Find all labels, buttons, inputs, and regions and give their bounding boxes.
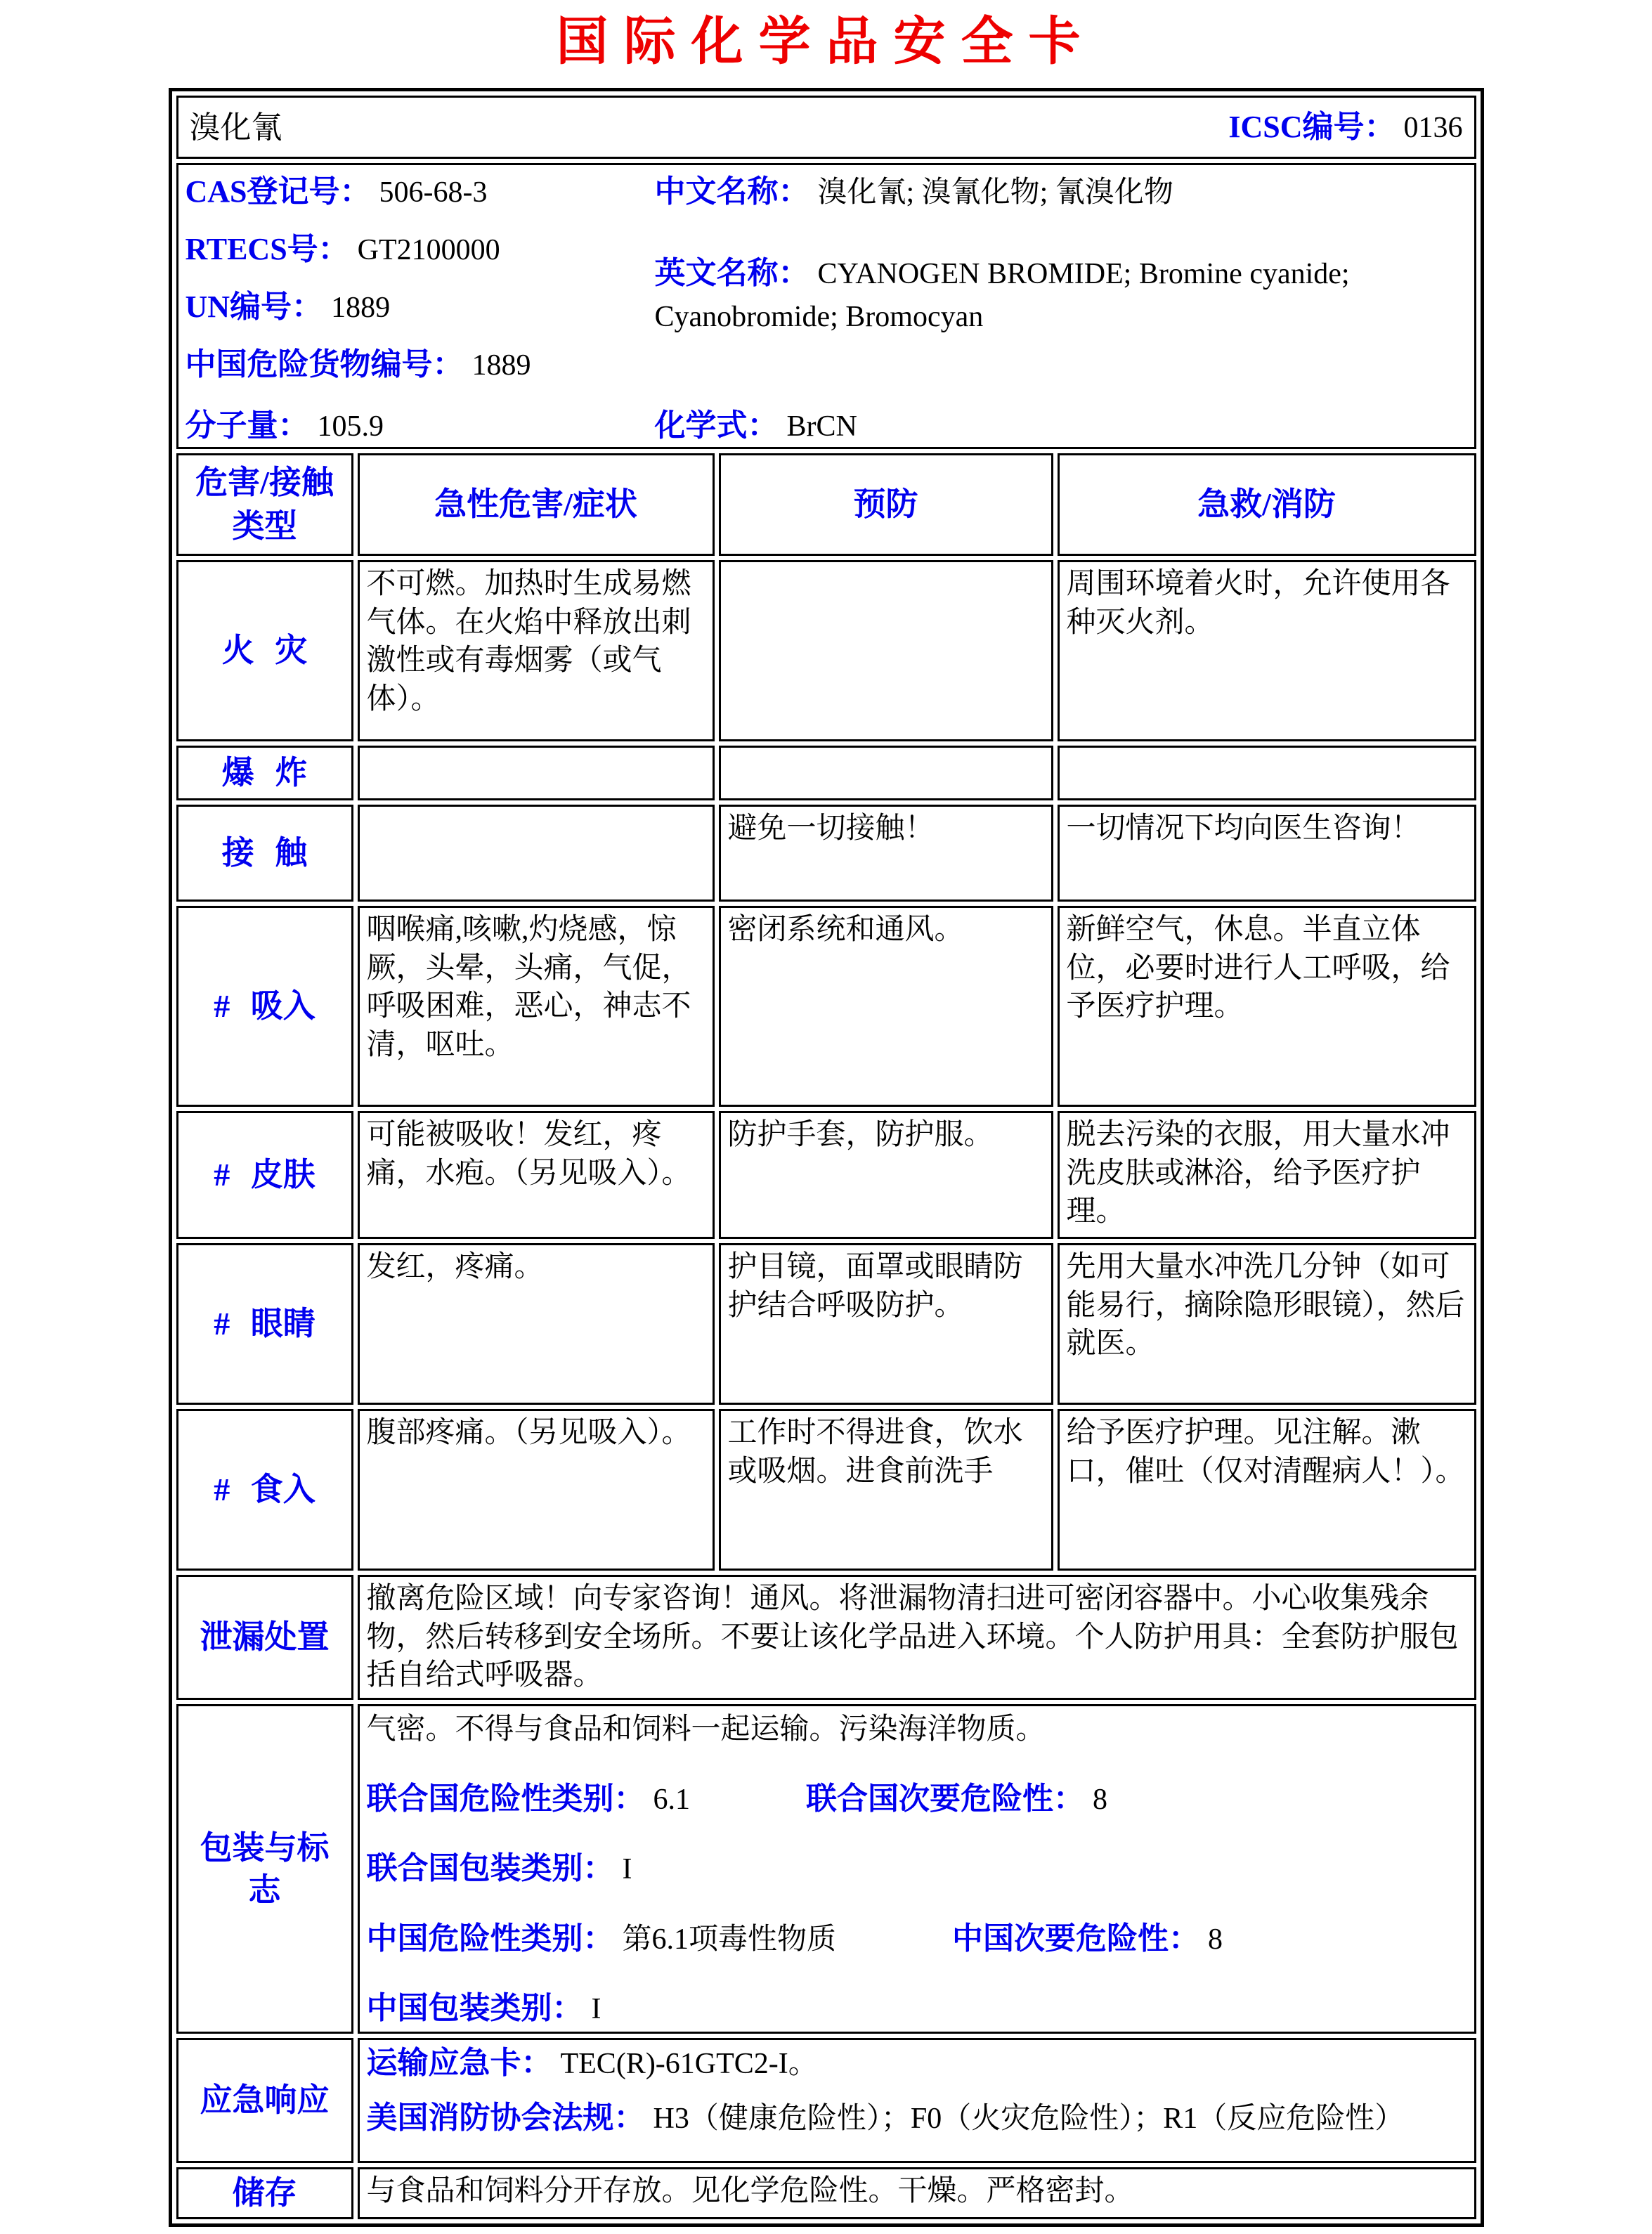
emergency-response-row <box>176 2038 1476 2163</box>
china-packing-group-line <box>367 1988 1467 2029</box>
packaging-labelling-content <box>358 1704 1476 2034</box>
ingestion-symptoms: 腹部疼痛。（另见吸入）。 <box>358 1409 715 1571</box>
icsc-number-group <box>1228 107 1462 148</box>
storage-label: 储存 <box>176 2167 353 2219</box>
china-subsidiary-risk-value: 8 <box>1208 1923 1223 1956</box>
identifiers-cell <box>176 163 1476 449</box>
header-hazard-type <box>176 453 353 556</box>
skin-label: # 皮肤 <box>176 1111 353 1239</box>
china-hazard-class-line <box>367 1918 1467 1959</box>
un-number-label: UN编号： <box>185 289 323 324</box>
identifiers-row <box>176 163 1476 449</box>
spill-disposal-row <box>176 1575 1476 1700</box>
chemical-formula-value: BrCN <box>786 410 857 443</box>
hazard-row-eyes <box>176 1243 1476 1405</box>
china-subsidiary-risk-label: 中国次要危险性： <box>952 1921 1200 1956</box>
chemical-formula-line <box>655 405 1467 446</box>
chinese-name-label: 中文名称： <box>654 174 809 209</box>
china-dg-number-value: 1889 <box>471 349 531 382</box>
emergency-response-content <box>358 2038 1476 2163</box>
un-number-value: 1889 <box>331 291 391 324</box>
cas-number-value: 506-68-3 <box>379 176 488 209</box>
explosion-label: 爆 炸 <box>176 746 353 800</box>
fire-prevention <box>719 560 1053 741</box>
un-hazard-class-label: 联合国危险性类别： <box>366 1781 645 1816</box>
chemical-name: 溴化氰 <box>189 110 282 145</box>
eyes-prevention: 护目镜，面罩或眼睛防护结合呼吸防护。 <box>719 1243 1053 1405</box>
header-prevention: 预防 <box>719 453 1053 556</box>
nfpa-code-line <box>367 2098 1467 2138</box>
chemical-formula-label: 化学式： <box>654 408 779 443</box>
nfpa-code-value: H3（健康危险性）；F0（火灾危险性）；R1（反应危险性） <box>653 2102 1405 2135</box>
rtecs-number-line <box>186 227 655 272</box>
ingestion-prevention: 工作时不得进食，饮水或吸烟。进食前洗手 <box>719 1409 1053 1571</box>
header-symptoms: 急性危害/症状 <box>358 453 715 556</box>
english-name-line <box>655 251 1467 339</box>
fire-first-aid: 周围环境着火时，允许使用各种灭火剂。 <box>1058 560 1476 741</box>
un-packing-group-label: 联合国包装类别： <box>366 1851 614 1886</box>
transport-emergency-card-label: 运输应急卡： <box>366 2046 552 2080</box>
explosion-symptoms <box>358 746 715 800</box>
ingestion-first-aid: 给予医疗护理。见注解。漱口，催吐（仅对清醒病人！）。 <box>1058 1409 1476 1571</box>
transport-emergency-card-value: TEC(R)-61GTC2-I。 <box>560 2048 818 2080</box>
skin-symptoms: 可能被吸收！发红，疼痛，水疱。（另见吸入）。 <box>358 1111 715 1239</box>
rtecs-number-value: GT2100000 <box>357 233 500 266</box>
explosion-first-aid <box>1058 746 1476 800</box>
china-hazard-class-label: 中国危险性类别： <box>366 1921 614 1956</box>
rtecs-number-label: RTECS号： <box>185 231 349 266</box>
un-packing-group-line <box>367 1848 1467 1889</box>
molecular-weight-value: 105.9 <box>317 410 384 443</box>
name-cell <box>176 96 1476 159</box>
chinese-name-value: 溴化氰; 溴氰化物; 氰溴化物 <box>817 176 1173 209</box>
china-packing-group-value: I <box>591 1993 601 2026</box>
english-name-value: CYANOGEN BROMIDE; Bromine cyanide; Cyanobromide; Bromocyan <box>654 257 1350 333</box>
packaging-labelling-row <box>176 1704 1476 2034</box>
nfpa-code-label: 美国消防协会法规： <box>366 2100 645 2135</box>
contact-first-aid: 一切情况下均向医生咨询！ <box>1058 805 1476 902</box>
fire-label: 火 灾 <box>176 560 353 741</box>
hazard-row-inhalation <box>176 906 1476 1107</box>
un-hazard-class-value: 6.1 <box>653 1783 690 1816</box>
skin-prevention: 防护手套，防护服。 <box>719 1111 1053 1239</box>
eyes-first-aid: 先用大量水冲洗几分钟（如可能易行，摘除隐形眼镜），然后就医。 <box>1058 1243 1476 1405</box>
storage-text: 与食品和饲料分开存放。见化学危险性。干燥。严格密封。 <box>358 2167 1476 2219</box>
un-subsidiary-risk-label: 联合国次要危险性： <box>806 1781 1084 1816</box>
eyes-label: # 眼睛 <box>176 1243 353 1405</box>
icsc-card-table <box>169 88 1484 2227</box>
identifiers-left-column <box>186 169 655 405</box>
hazard-header-row <box>176 453 1476 556</box>
molecular-weight-line <box>186 405 655 446</box>
inhalation-first-aid: 新鲜空气，休息。半直立体位，必要时进行人工呼吸，给予医疗护理。 <box>1058 906 1476 1107</box>
un-subsidiary-risk-value: 8 <box>1093 1783 1107 1816</box>
identifiers-right-column <box>655 169 1467 405</box>
molecular-weight-label: 分子量： <box>185 408 309 443</box>
inhalation-label: # 吸入 <box>176 906 353 1107</box>
hazard-row-skin <box>176 1111 1476 1239</box>
identifiers-grid <box>186 168 1467 450</box>
cas-number-line <box>186 169 655 214</box>
name-flex <box>186 100 1467 154</box>
spill-disposal-text: 撤离危险区域！向专家咨询！通风。将泄漏物清扫进可密闭容器中。小心收集残余物，然后转移到安全场所。不要让该化学品进入环境。个人防护用具：全套防护服包括自给式呼吸器。 <box>358 1575 1476 1700</box>
hazard-row-fire <box>176 560 1476 741</box>
skin-first-aid: 脱去污染的衣服，用大量水冲洗皮肤或淋浴，给予医疗护理。 <box>1058 1111 1476 1239</box>
header-first-aid: 急救/消防 <box>1058 453 1476 556</box>
ingestion-label: # 食入 <box>176 1409 353 1571</box>
un-number-line <box>186 285 655 330</box>
page-title: 国际化学品安全卡 <box>556 13 1096 71</box>
un-packing-group-value: I <box>622 1853 632 1886</box>
icsc-number-value: 0136 <box>1403 112 1463 145</box>
header-hazard-type-line1: 危害/接触 <box>195 465 334 501</box>
hazard-row-ingestion <box>176 1409 1476 1571</box>
icsc-number-label: ICSC编号： <box>1228 110 1396 145</box>
spill-disposal-label: 泄漏处置 <box>176 1575 353 1700</box>
packaging-intro: 气密。不得与食品和饲料一起运输。污染海洋物质。 <box>366 1713 1046 1746</box>
un-hazard-class-line <box>367 1779 1467 1819</box>
hazard-row-explosion <box>176 746 1476 800</box>
storage-row <box>176 2167 1476 2219</box>
eyes-symptoms: 发红，疼痛。 <box>358 1243 715 1405</box>
china-dg-number-line <box>186 342 655 387</box>
cas-number-label: CAS登记号： <box>185 174 371 209</box>
header-hazard-type-line2: 类型 <box>232 508 297 545</box>
inhalation-symptoms: 咽喉痛,咳嗽,灼烧感，惊厥，头晕，头痛，气促，呼吸困难，恶心，神志不清，呕吐。 <box>358 906 715 1107</box>
inhalation-prevention: 密闭系统和通风。 <box>719 906 1053 1107</box>
china-packing-group-label: 中国包装类别： <box>366 1991 583 2026</box>
china-dg-number-label: 中国危险货物编号： <box>185 346 464 382</box>
english-name-label: 英文名称： <box>654 255 809 290</box>
contact-prevention: 避免一切接触！ <box>719 805 1053 902</box>
emergency-response-label: 应急响应 <box>176 2038 353 2163</box>
fire-symptoms: 不可燃。加热时生成易燃气体。在火焰中释放出刺激性或有毒烟雾（或气体）。 <box>358 560 715 741</box>
china-hazard-class-value: 第6.1项毒性物质 <box>622 1923 837 1956</box>
hazard-row-contact <box>176 805 1476 902</box>
chinese-name-line <box>655 169 1467 214</box>
explosion-prevention <box>719 746 1053 800</box>
contact-symptoms <box>358 805 715 902</box>
name-row <box>176 96 1476 159</box>
packaging-labelling-label: 包装与标志 <box>176 1704 353 2034</box>
contact-label: 接 触 <box>176 805 353 902</box>
transport-emergency-card-line <box>367 2043 1467 2084</box>
